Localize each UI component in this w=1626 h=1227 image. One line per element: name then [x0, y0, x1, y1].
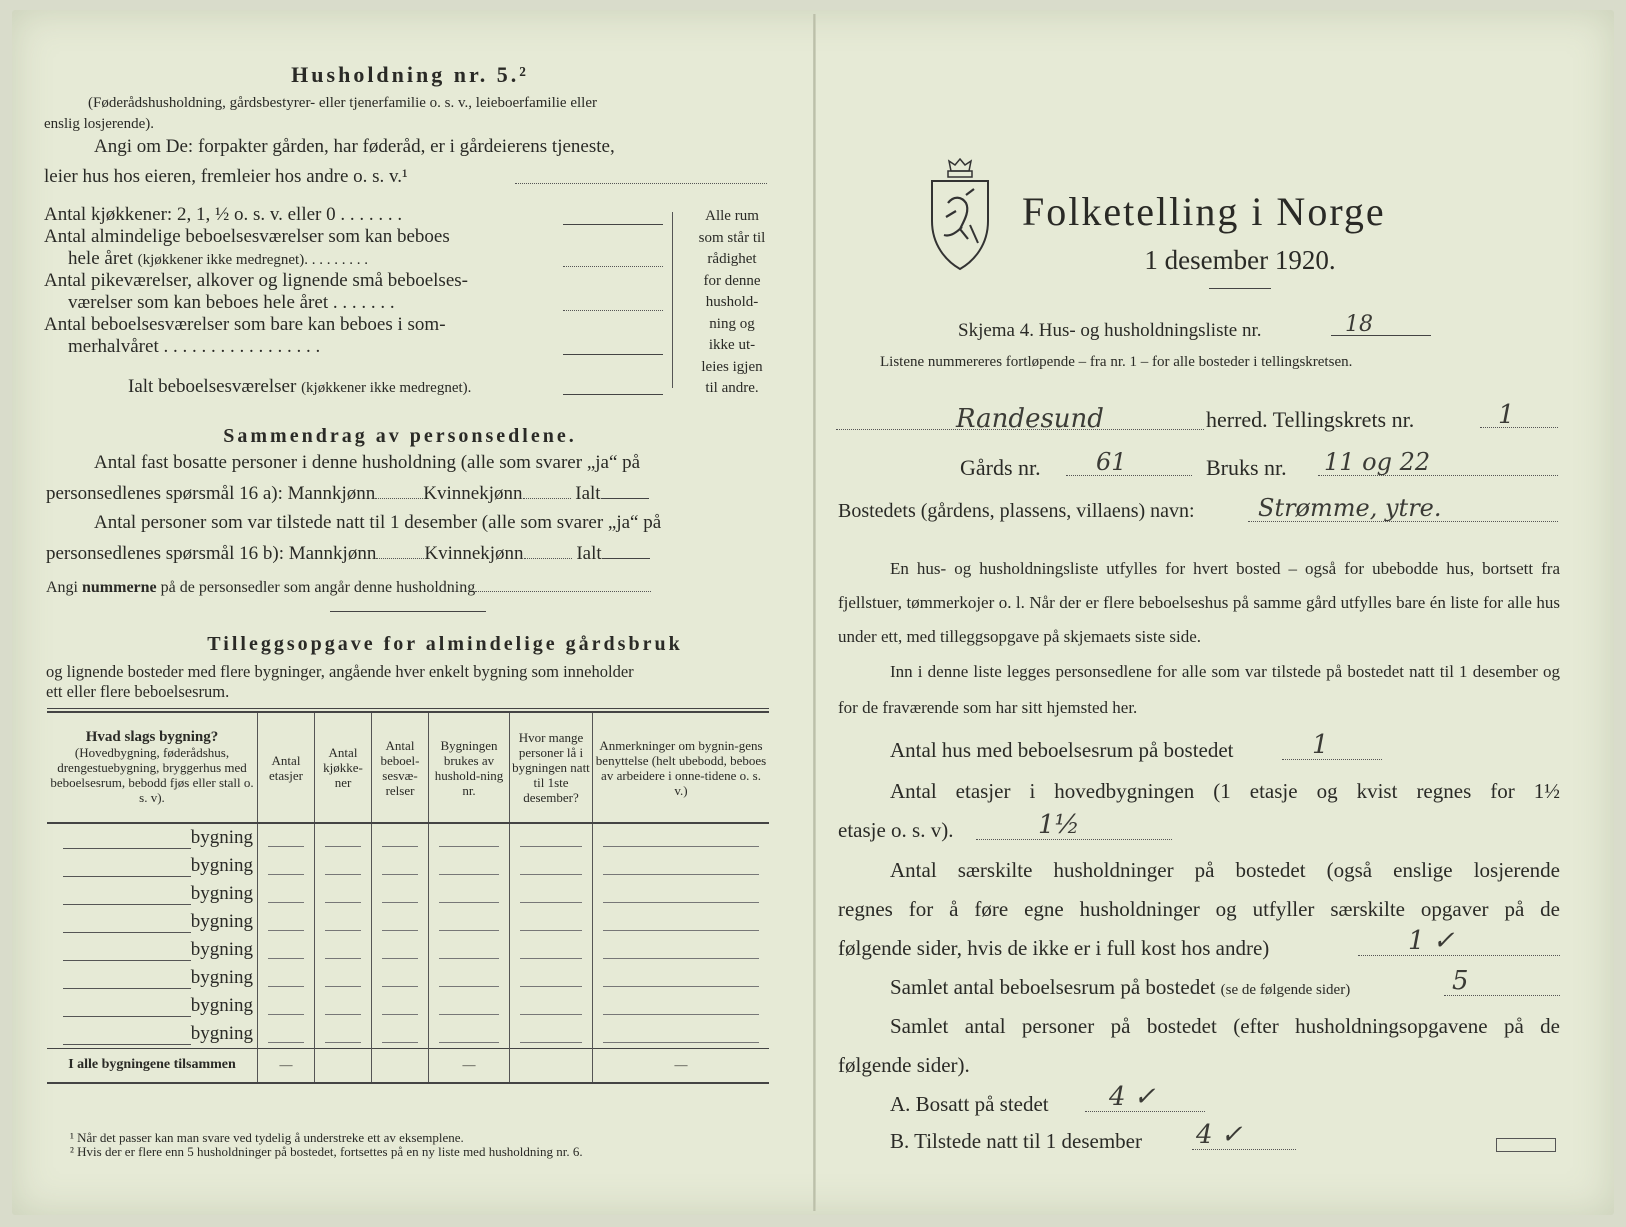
- total-rooms-line: [563, 394, 663, 395]
- cell-fill-line: [325, 1014, 361, 1015]
- side-note-line: ning og: [709, 315, 755, 332]
- ask-fill-line: [515, 183, 767, 184]
- summary-divider: [330, 611, 486, 612]
- building-type-cell: [47, 964, 258, 992]
- qa-value: 4 ✓: [1085, 1082, 1205, 1112]
- cell-fill-line: [382, 846, 418, 847]
- listene-note: Listene nummereres fortløpende – fra nr. 1 – for alle bosteder i tellingskretsen.: [880, 354, 1353, 370]
- building-data-cell: [510, 1020, 593, 1049]
- cell-fill-line: [325, 986, 361, 987]
- side-note: [682, 206, 782, 400]
- cell-fill-line: [268, 986, 304, 987]
- building-data-cell: [593, 1020, 770, 1049]
- building-row: [47, 964, 769, 992]
- cell-fill-line: [439, 874, 499, 875]
- angi-text-b: nummerne: [82, 579, 157, 596]
- building-type-fill: [63, 940, 191, 961]
- cell-fill-line: [603, 930, 759, 931]
- s1-ialt-fill: [601, 498, 649, 499]
- q4-note: (se de følgende sider): [1220, 982, 1351, 998]
- building-data-cell: [593, 964, 770, 992]
- brace: [672, 212, 675, 388]
- cell-fill-line: [439, 1042, 499, 1043]
- building-data-cell: [372, 880, 429, 908]
- q1-label: Antal hus med beboelsesrum på bostedet: [890, 738, 1234, 762]
- building-data-cell: [258, 992, 315, 1020]
- s2-mann-label: personsedlenes spørsmål 16 b): Mannkjønn: [46, 543, 377, 564]
- col-kitchens: Antal kjøkke-ner: [315, 713, 372, 823]
- footnote-2: ² Hvis der er flere enn 5 husholdninger på bostedet, fortsettes på en ny liste med husholdning nr. 6.: [70, 1144, 583, 1159]
- intro-line-2: enslig losjerende).: [44, 116, 154, 132]
- building-rows: [47, 823, 769, 1049]
- cell-fill-line: [325, 1042, 361, 1043]
- herred-label: herred. Tellingskrets nr.: [1206, 407, 1415, 432]
- household-title: Husholdning nr. 5.²: [291, 62, 529, 87]
- building-row: [47, 908, 769, 936]
- building-data-cell: [593, 908, 770, 936]
- side-note-line: hushold-: [705, 294, 759, 310]
- rooms1-line-a: Antal almindelige beboelsesværelser som kan beboes: [44, 226, 450, 247]
- cell-fill-line: [520, 958, 582, 959]
- building-data-cell: [429, 964, 510, 992]
- cell-fill-line: [603, 874, 759, 875]
- building-data-cell: [510, 936, 593, 964]
- q2-value: 1½: [976, 810, 1172, 840]
- building-data-cell: [258, 908, 315, 936]
- building-data-cell: [315, 1020, 372, 1049]
- skjema-label: Skjema 4. Hus- og husholdningsliste nr.: [958, 320, 1262, 341]
- building-data-cell: [372, 1020, 429, 1049]
- building-row: [47, 880, 769, 908]
- building-table: [47, 713, 769, 1084]
- summary-line-2b: [46, 543, 650, 565]
- total-rooms: [372, 1049, 429, 1083]
- q3-line-c: følgende sider, hvis de ikke er i full kost hos andre): [838, 936, 1270, 960]
- building-row-label: bygning: [190, 911, 253, 932]
- building-type-fill: [63, 1024, 191, 1045]
- rooms2-line: [563, 310, 663, 311]
- building-type-fill: [63, 968, 191, 989]
- cell-fill-line: [268, 846, 304, 847]
- angi-text-c: på de personsedler som angår denne husholdning: [160, 579, 476, 596]
- cell-fill-line: [268, 930, 304, 931]
- building-type-fill: [63, 912, 191, 933]
- col-household: Bygningen brukes av hushold-ning nr.: [429, 713, 510, 823]
- building-data-cell: [315, 852, 372, 880]
- building-row: [47, 992, 769, 1020]
- s1-mann-label: personsedlenes spørsmål 16 a): Mannkjønn: [46, 483, 376, 504]
- qb-label: B. Tilstede natt til 1 desember: [890, 1129, 1142, 1153]
- cell-fill-line: [439, 958, 499, 959]
- building-row: [47, 852, 769, 880]
- building-data-cell: [429, 823, 510, 852]
- cell-fill-line: [382, 986, 418, 987]
- rooms1-line: [563, 266, 663, 267]
- building-row: [47, 823, 769, 852]
- ask-line-1: Angi om De: forpakter gården, har føderåd, er i gårdeierens tjeneste,: [94, 136, 615, 157]
- summary-title: Sammendrag av personsedlene.: [223, 425, 577, 447]
- rooms1-line-b: [68, 248, 368, 270]
- cell-fill-line: [520, 1042, 582, 1043]
- building-row-label: bygning: [190, 995, 253, 1016]
- building-data-cell: [510, 992, 593, 1020]
- building-data-cell: [315, 823, 372, 852]
- cell-fill-line: [325, 874, 361, 875]
- s2-kvinne-label: Kvinnekjønn: [424, 543, 524, 564]
- cell-fill-line: [603, 958, 759, 959]
- s1-ialt-label: Ialt: [575, 483, 601, 504]
- side-note-line: som står til: [698, 229, 766, 246]
- building-data-cell: [429, 852, 510, 880]
- building-row-label: bygning: [190, 827, 253, 848]
- building-type-fill: [63, 884, 191, 905]
- herred-value: Randesund: [836, 404, 1204, 430]
- building-type-fill: [63, 856, 191, 877]
- cell-fill-line: [520, 846, 582, 847]
- cell-fill-line: [325, 958, 361, 959]
- summary-line-2a: Antal personer som var tilstede natt til 1 desember (alle som svarer „ja“ på: [94, 512, 662, 533]
- cell-fill-line: [268, 902, 304, 903]
- total-rooms-text: Ialt beboelsesværelser: [128, 376, 297, 397]
- q4-line: [890, 975, 1350, 1000]
- kitchens-line: [563, 224, 663, 225]
- footnote-1: ¹ Når det passer kan man svare ved tydelig å understreke ett av eksemplene.: [70, 1130, 464, 1145]
- cell-fill-line: [603, 902, 759, 903]
- building-data-cell: [315, 880, 372, 908]
- cell-fill-line: [382, 874, 418, 875]
- cell-fill-line: [325, 930, 361, 931]
- building-data-cell: [510, 908, 593, 936]
- s1-mann-fill: [375, 498, 423, 499]
- building-type-cell: [47, 936, 258, 964]
- total-persons: [510, 1049, 593, 1083]
- cell-fill-line: [603, 986, 759, 987]
- q2-line-a: Antal etasjer i hovedbygningen (1 etasje og kvist regnes for 1½: [890, 779, 1560, 803]
- rooms2-line-b: værelser som kan beboes hele året . . . . . . .: [68, 292, 395, 313]
- supplement-title: Tilleggsopgave for almindelige gårdsbruk: [207, 633, 683, 655]
- q5-line-a: Samlet antal personer på bostedet (efter husholdningsopgavene på de: [890, 1014, 1560, 1038]
- building-data-cell: [429, 908, 510, 936]
- ask-line-2: leier hus hos eieren, fremleier hos andre o. s. v.¹: [44, 166, 408, 187]
- building-data-cell: [510, 823, 593, 852]
- cell-fill-line: [520, 1014, 582, 1015]
- col-persons: Hvor mange personer lå i bygningen natt til 1ste desember?: [510, 713, 593, 823]
- rooms2-line-a: Antal pikeværelser, alkover og lignende små beboelses-: [44, 270, 468, 291]
- intro-line-1: (Føderådshusholdning, gårdsbestyrer- eller tjenerfamilie o. s. v., leieboerfamilie eller: [88, 95, 597, 111]
- side-note-line: rådighet: [707, 251, 757, 267]
- building-data-cell: [258, 1020, 315, 1049]
- cell-fill-line: [382, 930, 418, 931]
- building-data-cell: [429, 992, 510, 1020]
- building-data-cell: [258, 964, 315, 992]
- angi-fill: [475, 591, 651, 592]
- building-type-fill: [63, 828, 191, 849]
- building-data-cell: [372, 823, 429, 852]
- side-note-line: ikke ut-: [708, 337, 756, 353]
- instruction-para-1: En hus- og husholdningsliste utfylles for hvert bosted – også for ubebodde hus, bortsett fra fjellstuer, tømmerkojer o. l. Når der er flere beboelseshus på samme gård utfylles bare én liste for alle hus under ett, med tilleggsopgave på skjemaets siste side.: [838, 559, 1560, 646]
- cell-fill-line: [439, 1014, 499, 1015]
- cell-fill-line: [603, 846, 759, 847]
- qb-value: 4 ✓: [1192, 1120, 1296, 1150]
- cell-fill-line: [268, 1042, 304, 1043]
- building-type-cell: [47, 1020, 258, 1049]
- building-data-cell: [593, 936, 770, 964]
- gards-label: Gårds nr.: [960, 455, 1041, 480]
- building-data-cell: [315, 964, 372, 992]
- col-rooms: Antal beboel-sesvæ-relser: [372, 713, 429, 823]
- krets-value: 1: [1480, 400, 1558, 428]
- total-rooms-label: [128, 376, 471, 398]
- building-type-cell: [47, 852, 258, 880]
- building-data-cell: [258, 823, 315, 852]
- summary-line-1a: Antal fast bosatte personer i denne husholdning (alle som svarer „ja“ på: [94, 452, 641, 473]
- building-row-label: bygning: [190, 967, 253, 988]
- building-data-cell: [593, 992, 770, 1020]
- q4-label: Samlet antal beboelsesrum på bostedet: [890, 975, 1216, 999]
- building-type-cell: [47, 880, 258, 908]
- s2-mann-fill: [376, 558, 424, 559]
- cell-fill-line: [382, 902, 418, 903]
- total-row-label: I alle bygningene tilsammen: [68, 1057, 236, 1073]
- building-data-cell: [372, 992, 429, 1020]
- building-row: [47, 936, 769, 964]
- s2-ialt-label: Ialt: [576, 543, 602, 564]
- q5-line-b: følgende sider).: [838, 1053, 970, 1077]
- building-data-cell: [593, 852, 770, 880]
- bosted-value: Strømme, ytre.: [1248, 494, 1558, 522]
- total-remarks: —: [593, 1049, 770, 1083]
- qa-label: A. Bosatt på stedet: [890, 1092, 1049, 1116]
- cell-fill-line: [268, 958, 304, 959]
- building-type-fill: [63, 996, 191, 1017]
- cell-fill-line: [520, 874, 582, 875]
- coat-of-arms-icon: [926, 155, 994, 275]
- building-data-cell: [429, 936, 510, 964]
- building-data-cell: [258, 936, 315, 964]
- rooms1-text-c: (kjøkkener ikke medregnet). . . . . . . . .: [137, 252, 368, 268]
- bosted-label: Bostedets (gårdens, plassens, villaens) navn:: [838, 500, 1195, 522]
- s1-kvinne-label: Kvinnekjønn: [423, 483, 523, 504]
- building-row-label: bygning: [190, 883, 253, 904]
- q3-line-a: Antal særskilte husholdninger på bostedet (også enslige losjerende: [890, 858, 1560, 882]
- building-row-label: bygning: [190, 939, 253, 960]
- building-data-cell: [429, 1020, 510, 1049]
- s2-kvinne-fill: [524, 558, 572, 559]
- summary-line-1b: [46, 483, 649, 505]
- cell-fill-line: [382, 958, 418, 959]
- building-row-label: bygning: [190, 855, 253, 876]
- supplement-line-2: ett eller flere beboelsesrum.: [46, 682, 230, 701]
- q4-value: 5: [1444, 966, 1560, 996]
- instruction-para-2: Inn i denne liste legges personsedlene for alle som var tilstede på bostedet natt til 1 desember og for de fraværende som har sitt hjemsted her.: [838, 662, 1560, 717]
- building-data-cell: [372, 964, 429, 992]
- q2-line-b: etasje o. s. v).: [838, 818, 954, 842]
- side-note-line: for denne: [703, 272, 761, 289]
- building-row: [47, 1020, 769, 1049]
- rooms3-line-b: merhalvåret . . . . . . . . . . . . . . . . .: [68, 336, 321, 357]
- cell-fill-line: [325, 902, 361, 903]
- building-data-cell: [510, 880, 593, 908]
- total-floors: —: [258, 1049, 315, 1083]
- total-household: —: [429, 1049, 510, 1083]
- cell-fill-line: [268, 1014, 304, 1015]
- col-remarks: Anmerkninger om bygnin-gens benyttelse (helt ubebodd, beboes av arbeidere i onne-tidene o. s. v.): [593, 713, 770, 823]
- rooms3-line: [563, 354, 663, 355]
- total-kitchens: [315, 1049, 372, 1083]
- cell-fill-line: [268, 874, 304, 875]
- supplement-line-1: og lignende bosteder med flere bygninger, angående hver enkelt bygning som inneholder: [46, 662, 634, 681]
- col-building-type: [47, 713, 258, 823]
- building-data-cell: [593, 880, 770, 908]
- q3-line-b: regnes for å føre egne husholdninger og utfyller særskilte opgaver på de: [838, 897, 1560, 921]
- building-data-cell: [593, 823, 770, 852]
- printer-stamp: [1496, 1138, 1556, 1152]
- total-rooms-note: (kjøkkener ikke medregnet).: [301, 380, 472, 396]
- s2-ialt-fill: [602, 558, 650, 559]
- s1-kvinne-fill: [523, 498, 571, 499]
- cell-fill-line: [439, 846, 499, 847]
- building-data-cell: [315, 908, 372, 936]
- skjema-value: 18: [1331, 312, 1431, 336]
- cell-fill-line: [325, 846, 361, 847]
- gards-value: 61: [1066, 448, 1192, 476]
- cell-fill-line: [382, 1014, 418, 1015]
- census-date: 1 desember 1920.: [1144, 245, 1336, 275]
- page-fold: [813, 14, 816, 1211]
- rooms3-line-a: Antal beboelsesværelser som bare kan beboes i som-: [44, 314, 446, 335]
- cell-fill-line: [520, 902, 582, 903]
- cell-fill-line: [603, 1042, 759, 1043]
- building-data-cell: [510, 852, 593, 880]
- building-data-cell: [510, 964, 593, 992]
- col-building-title: Hvad slags bygning?: [85, 729, 219, 745]
- col-floors: Antal etasjer: [258, 713, 315, 823]
- side-note-line: Alle rum: [705, 208, 759, 224]
- angi-line: [46, 579, 651, 597]
- cell-fill-line: [382, 1042, 418, 1043]
- cell-fill-line: [520, 986, 582, 987]
- building-row-label: bygning: [190, 1023, 253, 1044]
- cell-fill-line: [439, 930, 499, 931]
- census-title: Folketelling i Norge: [1022, 189, 1386, 234]
- cell-fill-line: [520, 930, 582, 931]
- kitchens-label: Antal kjøkkener: 2, 1, ½ o. s. v. eller 0 . . . . . . .: [44, 204, 403, 225]
- building-data-cell: [372, 908, 429, 936]
- date-underline: [1209, 288, 1271, 289]
- col-building-sub: (Hovedbygning, føderådshus, drengestuebygning, bryggerhus med beboelsesrum, bebodd fjøs eller stall o. s. v).: [50, 745, 254, 805]
- side-note-line: leies igjen: [701, 358, 763, 375]
- building-data-cell: [258, 880, 315, 908]
- building-data-cell: [258, 852, 315, 880]
- building-type-cell: [47, 823, 258, 852]
- rooms1-text-b: hele året: [68, 248, 133, 269]
- bruks-value: 11 og 22: [1318, 448, 1558, 476]
- bruks-label: Bruks nr.: [1206, 455, 1287, 480]
- q1-value: 1: [1282, 730, 1382, 760]
- building-data-cell: [315, 992, 372, 1020]
- cell-fill-line: [439, 902, 499, 903]
- cell-fill-line: [603, 1014, 759, 1015]
- building-type-cell: [47, 908, 258, 936]
- q3-value: 1 ✓: [1358, 926, 1560, 956]
- building-data-cell: [372, 936, 429, 964]
- angi-text-a: Angi: [46, 579, 78, 596]
- building-data-cell: [372, 852, 429, 880]
- building-data-cell: [429, 880, 510, 908]
- side-note-line: til andre.: [705, 380, 759, 396]
- building-type-cell: [47, 992, 258, 1020]
- cell-fill-line: [439, 986, 499, 987]
- building-data-cell: [315, 936, 372, 964]
